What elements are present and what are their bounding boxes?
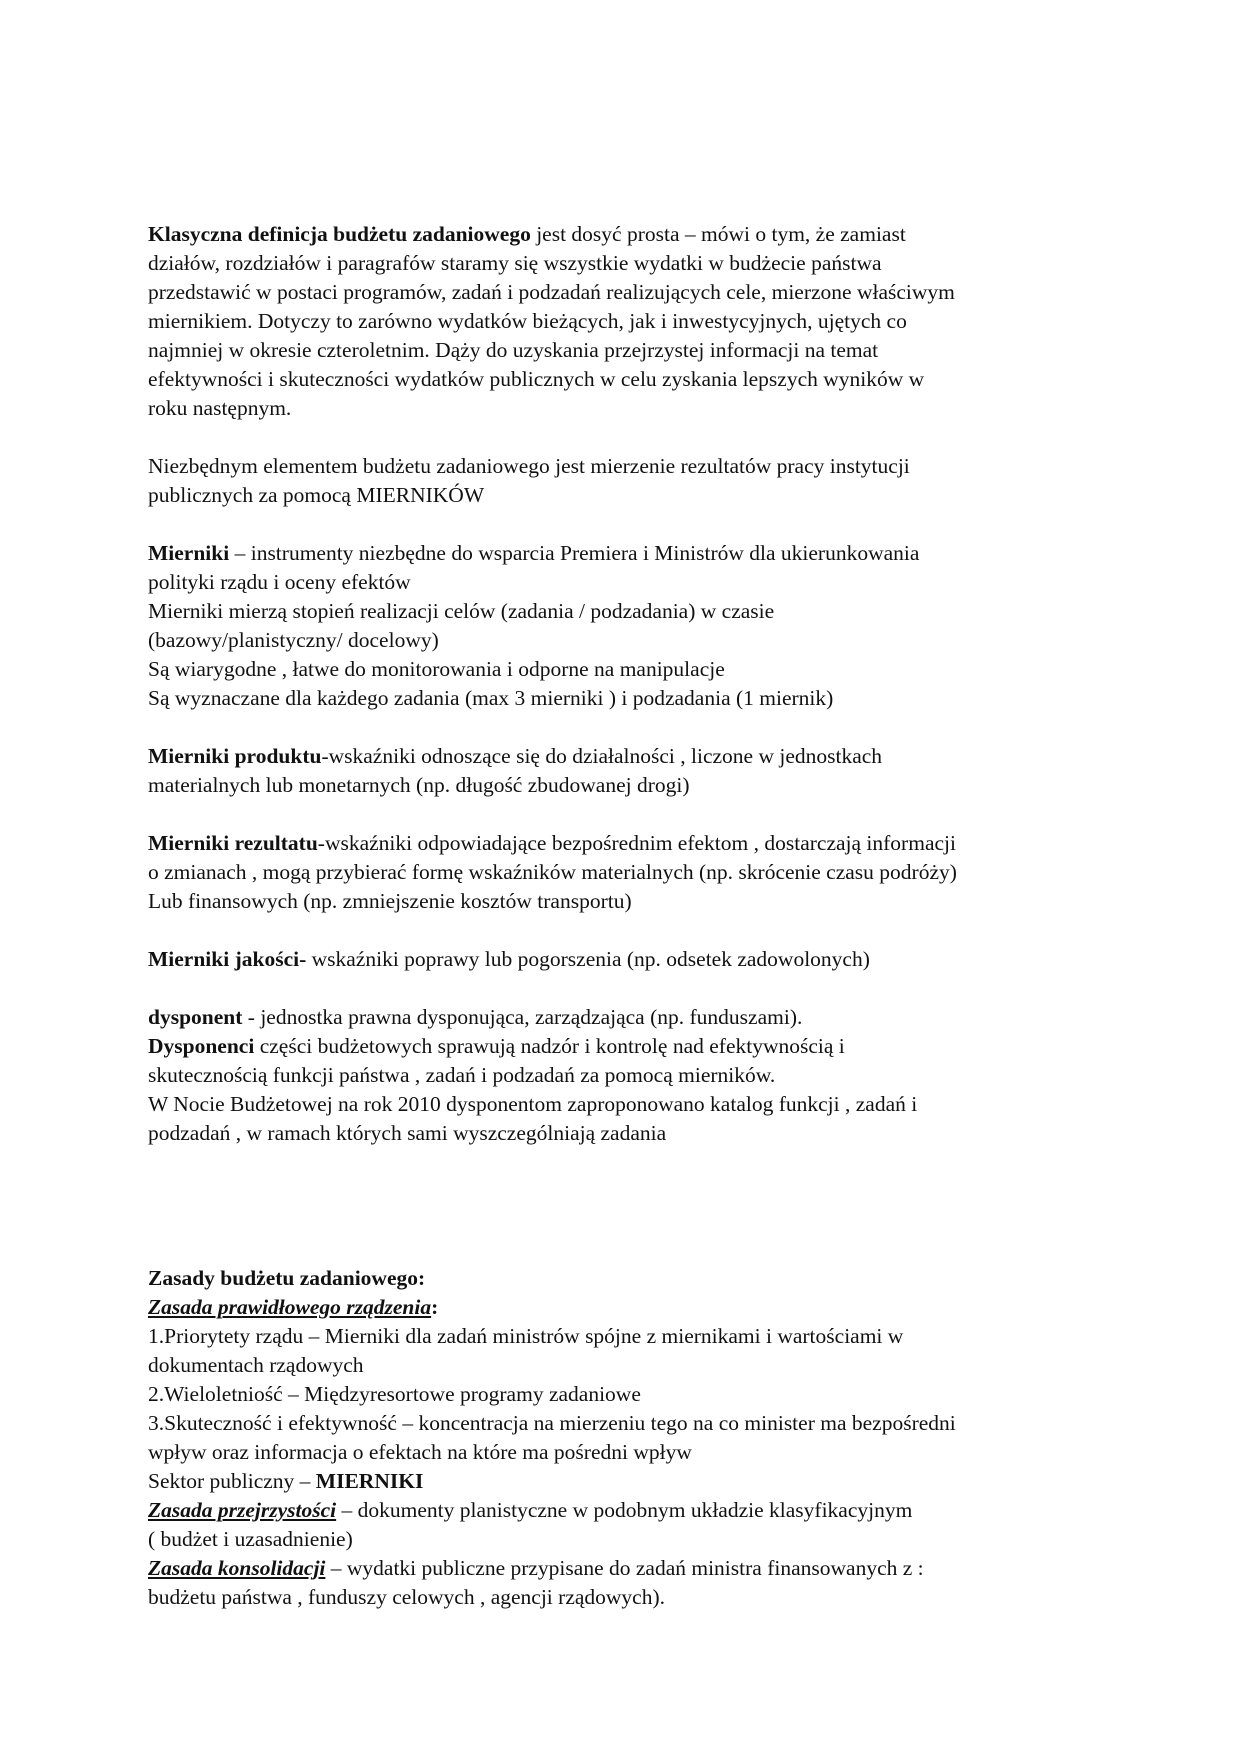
bold-term: Dysponenci	[148, 1034, 255, 1058]
section-heading: Zasady budżetu zadaniowego:	[148, 1266, 426, 1290]
bold-term: dysponent	[148, 1005, 243, 1029]
zasada-title: Zasada przejrzystości	[148, 1498, 337, 1522]
zasada-title: Zasada prawidłowego rządzenia	[148, 1295, 432, 1319]
paragraph-measurement: Niezbędnym elementem budżetu zadaniowego jest mierzenie rezultatów pracy instytucji publicznych za pomocą MIERNIKÓW	[148, 454, 910, 507]
list-item: 3.Skuteczność i efektywność – koncentracja na mierzeniu tego na co minister ma bezpośredni	[148, 1411, 956, 1435]
zasada-title: Zasada konsolidacji	[148, 1556, 326, 1580]
bold-term: Mierniki jakości-	[148, 947, 307, 971]
paragraph-mierniki-jakosci: Mierniki jakości- wskaźniki poprawy lub pogorszenia (np. odsetek zadowolonych)	[148, 947, 870, 971]
bold-term: Mierniki produktu	[148, 744, 322, 768]
bold-term: Klasyczna definicja budżetu zadaniowego	[148, 222, 531, 246]
list-item: 2.Wieloletniość – Międzyresortowe programy zadaniowe	[148, 1382, 641, 1406]
document-body	[148, 220, 1088, 1612]
paragraph-mierniki-rezultatu: Mierniki rezultatu-wskaźniki odpowiadające bezpośrednim efektom , dostarczają informacji o zmianach , mogą przybierać formę wskaźników materialnych (np. skrócenie czasu podróży) Lub finansowych (np. zmniejszenie kosztów transportu)	[148, 831, 957, 913]
paragraph-mierniki: Mierniki – instrumenty niezbędne do wsparcia Premiera i Ministrów dla ukierunkowania polityki rządu i oceny efektów Mierniki mierzą stopień realizacji celów (zadania / podzadania) w czasie (bazowy/planistyczny/ docelowy) Są wiarygodne , łatwe do monitorowania i odporne na manipulacje Są wyznaczane dla każdego zadania (max 3 mierniki ) i podzadania (1 miernik)	[148, 541, 920, 710]
list-item: 1.Priorytety rządu – Mierniki dla zadań ministrów spójne z miernikami i wartościami w	[148, 1324, 904, 1348]
paragraph-definition: Klasyczna definicja budżetu zadaniowego jest dosyć prosta – mówi o tym, że zamiast działów, rozdziałów i paragrafów staramy się wszystkie wydatki w budżecie państwa przedstawić w postaci programów, zadań i podzadań realizujących cele, mierzone właściwym miernikiem. Dotyczy to zarówno wydatków bieżących, jak i inwestycyjnych, ujętych co najmniej w okresie czteroletnim. Dąży do uzyskania przejrzystej informacji na temat efektywności i skuteczności wydatków publicznych w celu zyskania lepszych wyników w roku następnym.	[148, 222, 955, 420]
paragraph-dysponent: dysponent - jednostka prawna dysponująca, zarządzająca (np. funduszami). Dysponenci części budżetowych sprawują nadzór i kontrolę nad efektywnością i skutecznością funkcji państwa , zadań i podzadań za pomocą mierników. W Nocie Budżetowej na rok 2010 dysponentom zaproponowano katalog funkcji , zadań i podzadań , w ramach których sami wyszczególniają zadania	[148, 1005, 918, 1145]
paragraph-mierniki-produktu: Mierniki produktu-wskaźniki odnoszące się do działalności , liczone w jednostkach materialnych lub monetarnych (np. długość zbudowanej drogi)	[148, 744, 883, 797]
bold-term: Mierniki rezultatu	[148, 831, 318, 855]
section-zasady: Zasady budżetu zadaniowego: Zasada prawidłowego rządzenia: 1.Priorytety rządu – Mierniki dla zadań ministrów spójne z miernikami i wartościami w dokumentach rządowych 2.Wieloletniość – Międzyresortowe programy zadaniowe 3.Skuteczność i efektywność – koncentracja na mierzeniu tego na co minister ma bezpośredni wpływ oraz informacja o efektach na które ma pośredni wpływ Sektor publiczny – MIERNIKI Zasada przejrzystości – dokumenty planistyczne w podobnym układzie klasyfikacyjnym ( budżet i uzasadnienie) Zasada konsolidacji – wydatki publiczne przypisane do zadań ministra finansowanych z : budżetu państwa , funduszy celowych , agencji rządowych).	[148, 1264, 1088, 1612]
bold-term: Mierniki	[148, 541, 230, 565]
